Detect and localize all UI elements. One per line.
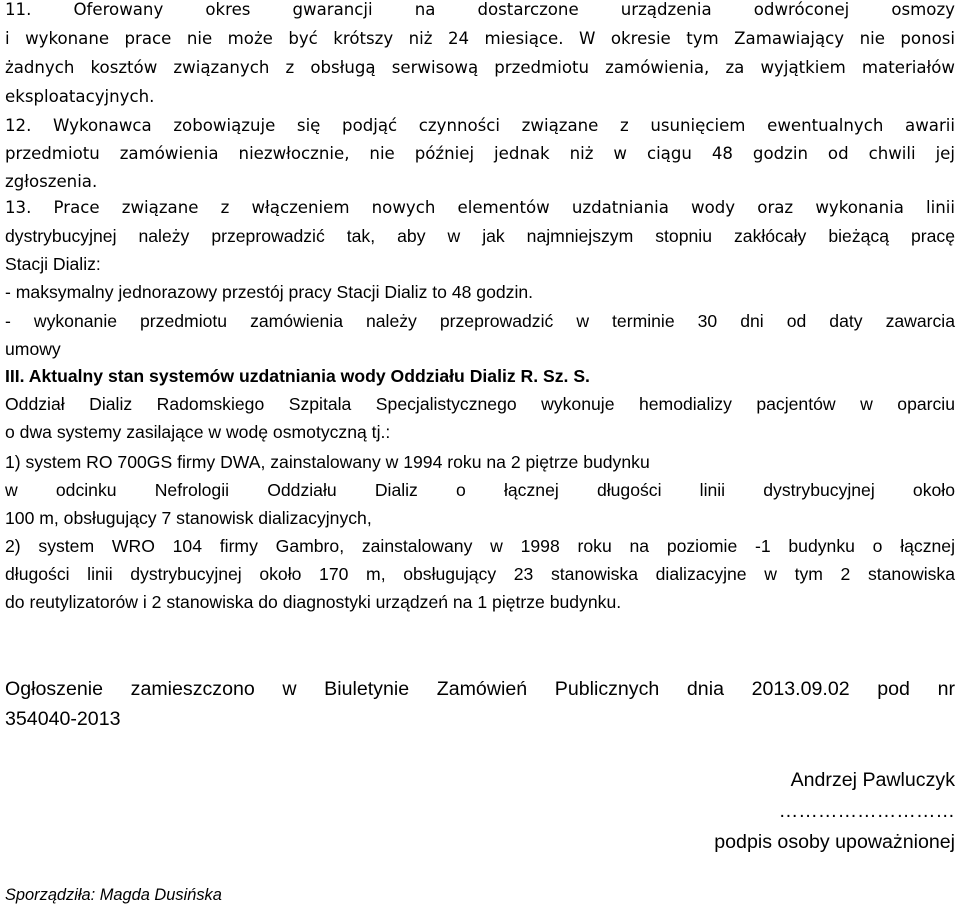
signatory-name: Andrzej Pawluczyk xyxy=(790,769,955,791)
section-3-line-6: 2) system WRO 104 firmy Gambro, zainstalowany w 1998 roku na poziomie -1 budynku o łącznej xyxy=(5,536,955,556)
item-11-line-1: 11. Oferowany okres gwarancji na dostarczone urządzenia odwróconej osmozy xyxy=(5,0,955,19)
section-3-line-4: w odcinku Nefrologii Oddziału Dializ o łącznej długości linii dystrybucyjnej około xyxy=(5,480,955,500)
section-3-line-8: do reutylizatorów i 2 stanowiska do diagnostyki urządzeń na 1 piętrze budynku. xyxy=(5,592,622,612)
item-13-line-2: dystrybucyjnej należy przeprowadzić tak, aby w jak najmniejszym stopniu zakłócały bieżącą pracę xyxy=(5,226,955,246)
section-3-line-1: Oddział Dializ Radomskiego Szpitala Specjalistycznego wykonuje hemodializy pacjentów w oparciu xyxy=(5,394,955,414)
item-13-line-3: Stacji Dializ: xyxy=(5,254,101,274)
document-page xyxy=(5,0,955,908)
item-13-line-4: - maksymalny jednorazowy przestój pracy Stacji Dializ to 48 godzin. xyxy=(5,282,534,302)
item-13-line-1: 13. Prace związane z włączeniem nowych elementów uzdatniania wody oraz wykonania linii xyxy=(5,198,955,217)
item-11-line-3: żadnych kosztów związanych z obsługą serwisową przedmiotu zamówienia, za wyjątkiem materiałów xyxy=(5,58,955,77)
announcement-line-2: 354040-2013 xyxy=(5,708,121,730)
signature-caption: podpis osoby upoważnionej xyxy=(714,831,955,853)
section-3-line-3: 1) system RO 700GS firmy DWA, zainstalowany w 1994 roku na 2 piętrze budynku xyxy=(5,452,650,472)
item-12-line-1: 12. Wykonawca zobowiązuje się podjąć czynności związane z usunięciem ewentualnych awarii xyxy=(5,116,955,135)
item-13-line-5: - wykonanie przedmiotu zamówienia należy przeprowadzić w terminie 30 dni od daty zawarcia xyxy=(5,311,955,331)
item-13-line-6: umowy xyxy=(5,339,61,359)
announcement-line-1: Ogłoszenie zamieszczono w Biuletynie Zamówień Publicznych dnia 2013.09.02 pod nr xyxy=(5,678,955,700)
item-11-line-4: eksploatacyjnych. xyxy=(5,87,155,106)
item-11-line-2: i wykonane prace nie może być krótszy niż 24 miesiące. W okresie tym Zamawiający nie ponosi xyxy=(5,29,955,48)
section-3-heading: III. Aktualny stan systemów uzdatniania wody Oddziału Dializ R. Sz. S. xyxy=(5,366,590,386)
item-12-line-3: zgłoszenia. xyxy=(5,172,98,191)
section-3-line-2: o dwa systemy zasilające w wodę osmotyczną tj.: xyxy=(5,422,391,442)
prepared-by: Sporządziła: Magda Dusińska xyxy=(5,886,222,904)
item-12-line-2: przedmiotu zamówienia niezwłocznie, nie później jednak niż w ciągu 48 godzin od chwili jej xyxy=(5,144,955,163)
section-3-line-7: długości linii dystrybucyjnej około 170 m, obsługujący 23 stanowiska dializacyjne w tym 2 stanowiska xyxy=(5,564,955,584)
signature-line: ……………………… xyxy=(778,800,955,822)
section-3-line-5: 100 m, obsługujący 7 stanowisk dializacyjnych, xyxy=(5,508,372,528)
